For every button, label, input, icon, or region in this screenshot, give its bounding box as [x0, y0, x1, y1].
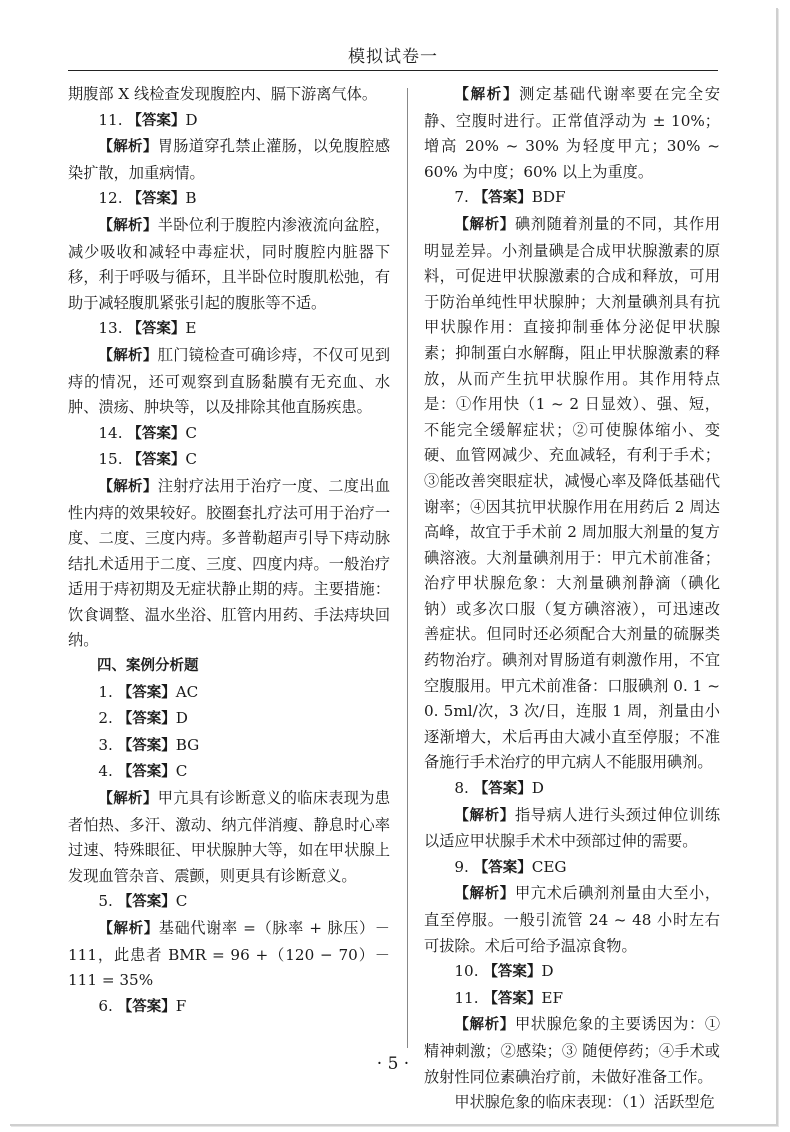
analysis-label: 【解析】 — [98, 347, 158, 364]
analysis-label: 【解析】 — [98, 791, 158, 808]
answer-label: 【答案】 — [473, 190, 532, 207]
question-number: 11. — [98, 110, 123, 129]
answer-label: 【答案】 — [473, 781, 532, 798]
analysis-text: 甲亢术后碘剂剂量由大至小，直至停服。一般引流管 24 ~ 48 小时左右可拔除。术后可给予温凉食物。 — [424, 884, 721, 955]
answer-value: D — [531, 779, 544, 798]
answer-line — [68, 186, 390, 213]
answer-label: 【答案】 — [483, 964, 542, 981]
answer-line — [68, 733, 390, 760]
answer-value: C — [185, 450, 197, 469]
answer-value: BG — [175, 735, 200, 754]
analysis-label: 【解析】 — [98, 478, 158, 495]
analysis-label: 【解析】 — [454, 216, 515, 233]
question-number: 1. — [98, 682, 113, 701]
question-number: 8. — [454, 779, 469, 798]
question-number: 7. — [454, 188, 469, 207]
analysis-label: 【解析】 — [98, 217, 158, 234]
answer-label: 【答案】 — [117, 711, 176, 728]
analysis-text: 碘剂随着剂量的不同，其作用明显差异。小剂量碘是合成甲状腺激素的原料，可促进甲状腺激素的合成和释放，可用于防治单纯性甲状腺肿；大剂量碘剂具有抗甲状腺作用：直接抑制垂体分泌促甲状腺素；抑制蛋白水解酶，阻止甲状腺激素的释放，从而产生抗甲状腺作用。其作用特点是：①作用快（1 ~ 2 日显效）、强、短，不能完全缓解症状；②可使腺体缩小、变硬、血管网减少、充血减轻，有利于手术；③能改善突眼症状，减慢心率及降低基础代谢率；④因其抗甲状腺作用在用药后 2 周达高峰，故宜于手术前 2 周加服大剂量的复方碘溶液。大剂量碘剂用于：甲亢术前准备；治疗甲状腺危象：大剂量碘剂静滴（碘化钠）或多次口服（复方碘溶液），可迅速改善症状。但同时还必须配合大剂量的硫脲类药物治疗。碘剂对胃肠道有刺激作用，不宜空腹服用。甲亢术前准备：口服碘剂 0. 1 ~ 0. 5ml/次，3 次/日，连服 1 周，剂量由小逐渐增大，术后再由大减小直至停服；不准备施行手术治疗的甲亢病人不能服用碘剂。 — [424, 214, 721, 772]
column-divider — [407, 88, 408, 1048]
answer-label: 【答案】 — [127, 452, 186, 469]
answer-value: AC — [175, 682, 199, 701]
analysis-text: 肛门镜检查可确诊痔，不仅可见到痔的情况，还可观察到直肠黏膜有无充血、水肿、溃疡、肿块等，以及排除其他直肠疾患。 — [68, 345, 391, 417]
answer-value: EF — [541, 988, 563, 1007]
answer-value: C — [175, 892, 188, 911]
question-number: 10. — [454, 962, 479, 981]
analysis-paragraph — [424, 212, 720, 776]
answer-value: B — [185, 189, 197, 208]
analysis-text: 基础代谢率 =（脉率 + 脉压）－111，此患者 BMR = 96 +（120 − 70）－111 = 35% — [68, 919, 390, 990]
answer-value: C — [175, 762, 188, 781]
question-number: 12. — [98, 189, 123, 208]
question-number: 15. — [98, 450, 123, 469]
answer-value: E — [185, 319, 197, 338]
answer-line — [68, 680, 390, 707]
question-number: 9. — [454, 857, 469, 876]
analysis-label: 【解析】 — [454, 87, 520, 103]
answer-line — [424, 185, 720, 212]
section-heading: 四、案例分析题 — [97, 658, 199, 675]
question-number: 2. — [98, 709, 113, 728]
analysis-paragraph — [68, 474, 390, 654]
page-number: · 5 · — [376, 1054, 410, 1074]
analysis-paragraph — [424, 1012, 720, 1090]
answer-line — [68, 759, 390, 786]
question-number: 5. — [98, 892, 113, 911]
answer-label: 【答案】 — [117, 894, 176, 911]
analysis-text: 注射疗法用于治疗一度、二度出血性内痔的效果较好。胶圈套扎疗法可用于治疗一度、二度、三度内痔。多普勒超声引导下痔动脉结扎术适用于二度、三度、四度内痔。一般治疗适用于痔初期及无症状静止期的痔。主要措施：饮食调整、温水坐浴、肛管内用药、手法痔块回纳。 — [68, 476, 391, 650]
answer-value: BDF — [531, 188, 566, 207]
analysis-text: 胃肠道穿孔禁止灌肠，以免腹腔感染扩散，加重病情。 — [68, 137, 391, 182]
answer-label: 【答案】 — [117, 764, 176, 781]
answer-value: D — [175, 709, 188, 728]
answer-label: 【答案】 — [127, 425, 186, 442]
analysis-paragraph — [68, 134, 390, 186]
analysis-text: 测定基础代谢率要在完全安静、空腹时进行。正常值浮动为 ± 10%；增高 20% ~ 30% 为轻度甲亢；30% ~ 60% 为中度；60% 以上为重度。 — [424, 85, 721, 181]
analysis-label: 【解析】 — [98, 139, 158, 156]
answer-label: 【答案】 — [473, 859, 532, 876]
answer-label: 【答案】 — [117, 998, 176, 1015]
analysis-paragraph — [68, 213, 390, 316]
answer-line — [68, 108, 390, 135]
left-column — [68, 82, 390, 1020]
answer-label: 【答案】 — [117, 737, 176, 754]
text-paragraph: 甲状腺危象的临床表现：（1）活跃型危 — [454, 1093, 715, 1112]
analysis-paragraph — [424, 881, 720, 959]
answer-value: F — [175, 996, 187, 1015]
analysis-label: 【解析】 — [454, 807, 515, 824]
answer-line — [424, 776, 720, 803]
answer-value: CEG — [531, 857, 567, 876]
question-number: 6. — [98, 996, 113, 1015]
question-number: 11. — [454, 988, 479, 1007]
answer-line — [68, 421, 390, 448]
question-number: 14. — [98, 423, 123, 442]
analysis-paragraph — [424, 82, 720, 185]
text-paragraph: 期腹部 X 线检查发现腹腔内、膈下游离气体。 — [68, 85, 378, 103]
document-page — [10, 8, 778, 1126]
analysis-text: 指导病人进行头颈过伸位训练以适应甲状腺手术术中颈部过伸的需要。 — [424, 805, 721, 851]
answer-line — [68, 447, 390, 474]
analysis-text: 甲状腺危象的主要诱因为：①精神刺激；②感染；③ 随便停药；④手术或放射性同位素碘治疗前，未做好准备工作。 — [424, 1015, 721, 1086]
running-header: 模拟试卷一 — [348, 47, 438, 67]
answer-label: 【答案】 — [483, 990, 542, 1007]
answer-label: 【答案】 — [117, 684, 176, 701]
answer-line — [424, 855, 720, 882]
answer-label: 【答案】 — [127, 321, 186, 338]
analysis-paragraph — [68, 343, 390, 421]
answer-line — [424, 959, 720, 986]
analysis-text: 半卧位利于腹腔内渗液流向盆腔，减少吸收和减轻中毒症状，同时腹腔内脏器下移，利于呼吸与循环，且半卧位时腹肌松弛，有助于减轻腹肌紧张引起的腹胀等不适。 — [68, 215, 391, 312]
analysis-label: 【解析】 — [98, 921, 159, 937]
analysis-paragraph — [68, 916, 390, 994]
answer-line — [424, 986, 720, 1013]
right-column — [424, 82, 720, 1116]
answer-line — [68, 889, 390, 916]
question-number: 4. — [98, 762, 113, 781]
analysis-label: 【解析】 — [454, 1017, 515, 1034]
answer-label: 【答案】 — [127, 191, 186, 208]
question-number: 3. — [98, 735, 113, 754]
analysis-label: 【解析】 — [454, 886, 515, 903]
question-number: 13. — [98, 319, 123, 338]
answer-value: D — [541, 962, 554, 981]
answer-line — [68, 706, 390, 733]
answer-value: C — [185, 423, 197, 442]
analysis-paragraph — [68, 786, 390, 889]
answer-label: 【答案】 — [127, 112, 186, 129]
answer-line — [68, 316, 390, 343]
analysis-text: 甲亢具有诊断意义的临床表现为患者怕热、多汗、激动、纳亢伴消瘦、静息时心率过速、特殊眼征、甲状腺肿大等，如在甲状腺上发现血管杂音、震颤，则更具有诊断意义。 — [68, 789, 391, 885]
answer-line — [68, 994, 390, 1021]
analysis-paragraph — [424, 803, 720, 855]
answer-value: D — [185, 110, 198, 129]
header-rule — [68, 70, 718, 71]
